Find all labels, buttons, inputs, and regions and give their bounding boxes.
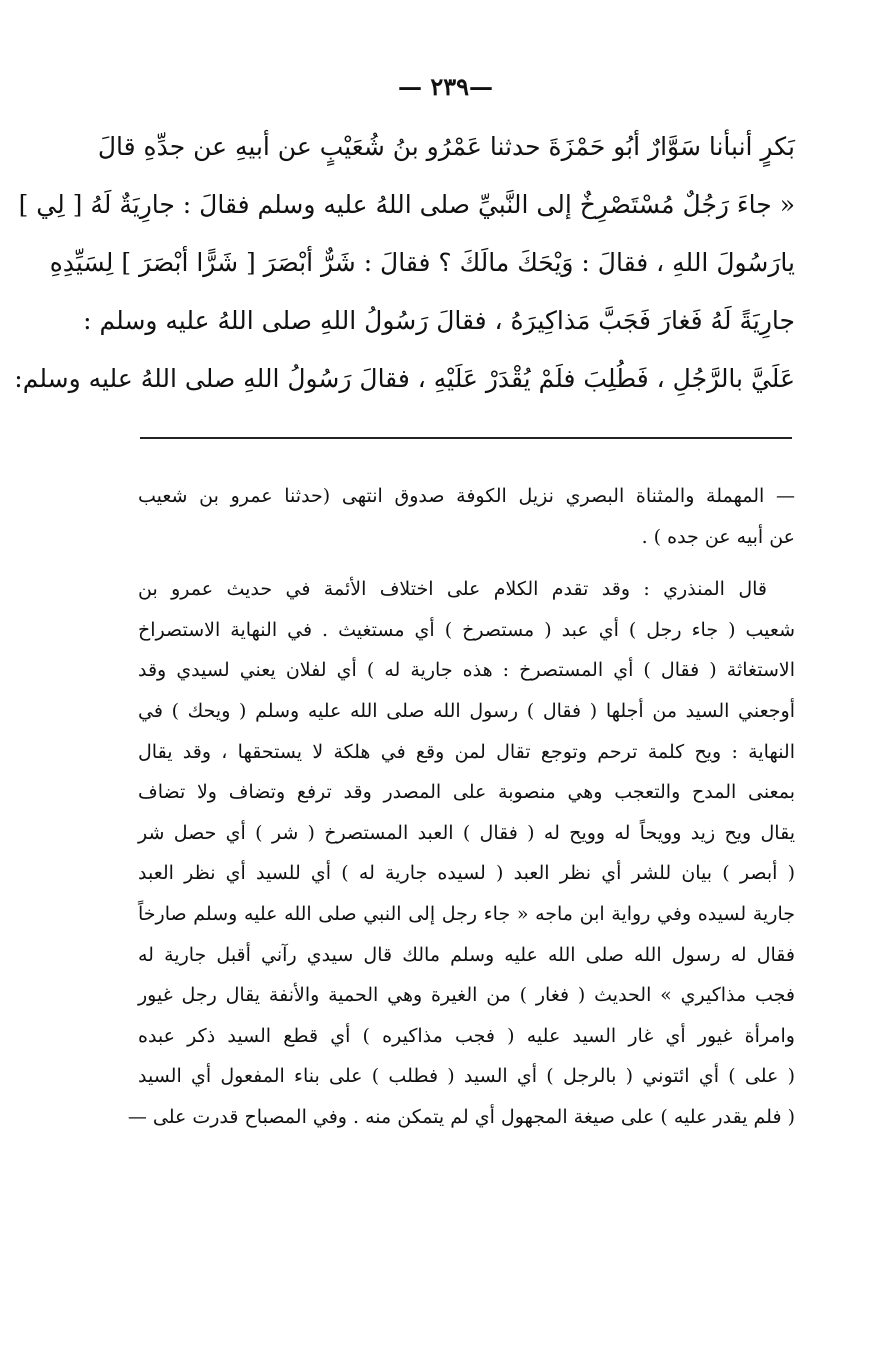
commentary-line: ( على ) أي ائتوني ( بالرجل ) أي السيد ( فطلب ) على بناء المفعول أي السيد: [138, 1065, 795, 1088]
commentary-line: بمعنى المدح والتعجب وهي منصوبة على المصدر وقد ترفع وتضاف ولا تضاف: [138, 781, 795, 804]
commentary-line: جارية لسيده وفي رواية ابن ماجه « جاء رجل إلى النبي صلى الله عليه وسلم صارخاً: [138, 902, 795, 925]
hadith-line: بَكرٍ أنبأنا سَوَّارٌ أبُو حَمْزَةَ حدثنا عَمْرُو بنُ شُعَيْبٍ عن أبيهِ عن جدِّهِ قالَ: [97, 132, 795, 161]
paragraph-gap: [138, 557, 795, 569]
hadith-line: عَلَيَّ بالرَّجُلِ ، فَطُلِبَ فلَمْ يُقْدَرْ عَلَيْهِ ، فقالَ رَسُولُ اللهِ صلى اللهُ عليه وسلم:: [14, 364, 795, 393]
commentary-line: فقال له رسول الله صلى الله عليه وسلم مالك قال سيدي رآني أقبل جارية له: [138, 943, 795, 966]
commentary-line: وامرأة غيور أي غار السيد عليه ( فجب مذاكيره ) أي قطع السيد ذكر عبده: [138, 1024, 795, 1047]
commentary-line: فجب مذاكيري » الحديث ( فغار ) من الغيرة وهي الحمية والأنفة يقال رجل غيور: [138, 984, 795, 1007]
commentary-line: يقال ويح زيد وويحاً له وويح له ( فقال ) العبد المستصرخ ( شر ) أي حصل شر: [138, 821, 795, 844]
commentary-line: أوجعني السيد من أجلها ( فقال ) رسول الله صلى الله عليه وسلم ( ويحك ) في: [138, 699, 795, 722]
commentary-line: قال المنذري : وقد تقدم الكلام على اختلاف الأئمة في حديث عمرو بن: [138, 578, 767, 601]
hadith-line: جارِيَةً لَهُ فَغارَ فَجَبَّ مَذاكِيرَهُ ، فقالَ رَسُولُ اللهِ صلى اللهُ عليه وسلم :: [83, 306, 795, 335]
commentary-line: عن أبيه عن جده ) .: [641, 525, 795, 548]
commentary-line: ( فلم يقدر عليه ) على صيغة المجهول أي لم يتمكن منه . وفي المصباح قدرت على —: [127, 1105, 795, 1128]
section-divider: [140, 437, 792, 439]
commentary-line: النهاية : ويح كلمة ترحم وتوجع تقال لمن وقع في هلكة لا يستحقها ، وقد يقال: [138, 740, 795, 763]
page-number: — ٢٣٩—: [397, 72, 494, 101]
hadith-text: [14, 118, 795, 408]
commentary-line: — المهملة والمثناة البصري نزيل الكوفة صدوق انتهى (حدثنا عمرو بن شعيب: [138, 485, 795, 507]
hadith-line: يارَسُولَ اللهِ ، فقالَ : وَيْحَكَ مالَكَ ؟ فقالَ : شَرٌّ أبْصَرَ [ شَرًّا أبْصَرَ ] لِسَيِّدِهِ: [49, 248, 795, 277]
commentary-line: شعيب ( جاء رجل ) أي عبد ( مستصرخ ) أي مستغيث . في النهاية الاستصراخ: [138, 618, 795, 641]
commentary-text: [127, 476, 795, 1138]
commentary-line: ( أبصر ) بيان للشر أي نظر العبد ( لسيده جارية له ) أي للسيد أي نظر العبد: [138, 862, 795, 885]
hadith-line: « جاءَ رَجُلٌ مُسْتَصْرِخٌ إلى النَّبيِّ صلى اللهُ عليه وسلم فقالَ : جارِيَةٌ لَهُ [ لِي ]: [18, 190, 795, 219]
commentary-line: الاستغاثة ( فقال ) أي المستصرخ : هذه جارية له ) أي لفلان يعني لسيدي وقد: [138, 659, 795, 682]
